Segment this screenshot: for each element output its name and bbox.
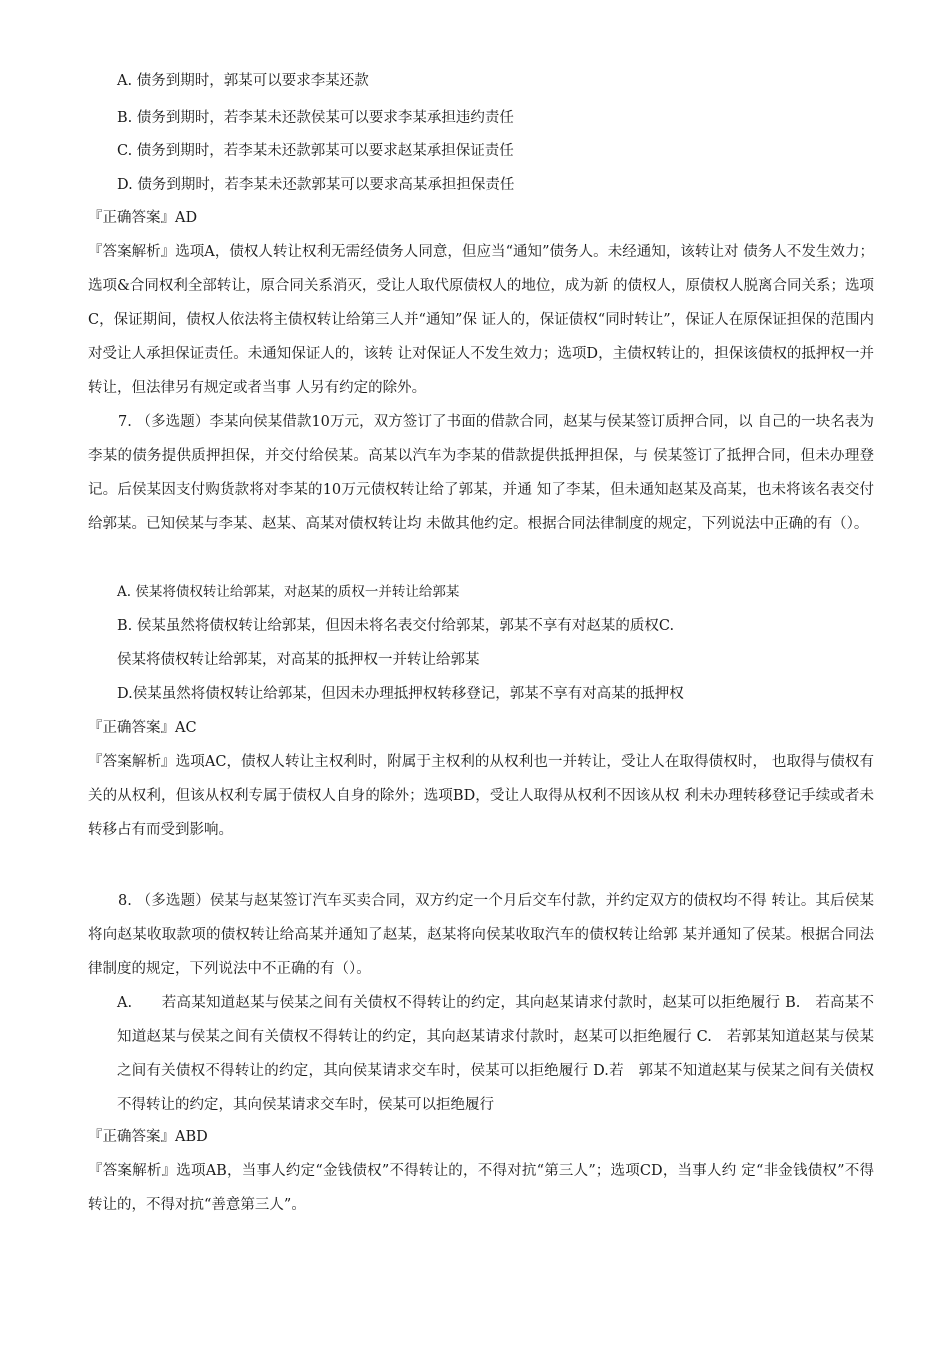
- q6-option-c: C. 债务到期时，若李某未还款郭某可以要求赵某承担保证责任: [117, 143, 514, 159]
- q6-option-b: B. 债务到期时，若李某未还款侯某可以要求李某承担违约责任: [117, 110, 514, 126]
- q6-answer: 『正确答案』AD: [88, 210, 198, 226]
- q7-stem: 7. （多选题）李某向侯某借款10万元，双方签订了书面的借款合同，赵某与侯某签订质押合同，以 自己的一块名表为李某的债务提供质押担保，并交付给侯某。高某以汽车为李某的借款提供抵押担保，与 侯某签订了抵押合同，但未办理登记。后侯某因支付购货款将对李某的10万元债权转让给了郭某，并通 知了李某，但未通知赵某及高某，也未将该名表交付给郭某。已知侯某与李某、赵某、高某对债权转让均 未做其他约定。根据合同法律制度的规定，下列说法中正确的有（）。: [88, 414, 874, 532]
- q6-option-d: D. 债务到期时，若李某未还款郭某可以要求高某承担担保责任: [117, 177, 515, 193]
- q7-option-d: D.侯某虽然将债权转让给郭某，但因未办理抵押权转移登记，郭某不享有对高某的抵押权: [117, 686, 684, 702]
- q8-stem: 8. （多选题）侯某与赵某签订汽车买卖合同，双方约定一个月后交车付款，并约定双方的债权均不得 转让。其后侯某将向赵某收取款项的债权转让给高某并通知了赵某，赵某将向侯某收取汽车的债权转让给郭 某并通知了侯某。根据合同法律制度的规定，下列说法中不正确的有（）。: [88, 893, 874, 977]
- q7-option-c: 侯某将债权转让给郭某，对高某的抵押权一并转让给郭某: [117, 652, 480, 668]
- q8-analysis: 『答案解析』选项AB，当事人约定“金钱债权”不得转让的，不得对抗“第三人”；选项CD，当事人约 定“非金钱债权”不得转让的，不得对抗“善意第三人”。: [88, 1163, 874, 1213]
- q7-answer: 『正确答案』AC: [88, 720, 197, 736]
- q7-option-b: B. 侯某虽然将债权转让给郭某，但因未将名表交付给郭某，郭某不享有对赵某的质权C.: [117, 618, 675, 634]
- q8-options: A. 若高某知道赵某与侯某之间有关债权不得转让的约定，其向赵某请求付款时，赵某可以拒绝履行 B. 若高某不知道赵某与侯某之间有关债权不得转让的约定，其向赵某请求付款时，赵某可以拒绝履行 C. 若郭某知道赵某与侯某之间有关债权不得转让的约定，其向侯某请求交车时，侯某可以拒绝履行 D.若 郭某不知道赵某与侯某之间有关债权不得转让的约定，其向侯某请求交车时，侯某可以拒绝履行: [117, 995, 874, 1113]
- q7-option-a: A. 侯某将债权转让给郭某，对赵某的质权一并转让给郭某: [117, 584, 460, 600]
- q6-analysis: 『答案解析』选项A，债权人转让权利无需经债务人同意，但应当“通知”债务人。未经通知，该转让对 债务人不发生效力；选项&合同权利全部转让，原合同关系消灭，受让人取代原债权人的地位，成为新 的债权人，原债权人脱离合同关系；选项C，保证期间，债权人依法将主债权转让给第三人并“通知”保 证人的，保证债权“同时转让”，保证人在原保证担保的范围内对受让人承担保证责任。未通知保证人的，该转 让对保证人不发生效力；选项D，主债权转让的，担保该债权的抵押权一并转让，但法律另有规定或者当事 人另有约定的除外。: [88, 244, 875, 396]
- q8-answer: 『正确答案』ABD: [88, 1129, 208, 1145]
- q7-analysis: 『答案解析』选项AC，债权人转让主权利时，附属于主权利的从权利也一并转让，受让人在取得债权时， 也取得与债权有关的从权利，但该从权利专属于债权人自身的除外；选项BD，受让人取得从权利不因该从权 利未办理转移登记手续或者未转移占有而受到影响。: [88, 754, 874, 838]
- q6-option-a: A. 债务到期时，郭某可以要求李某还款: [117, 73, 369, 89]
